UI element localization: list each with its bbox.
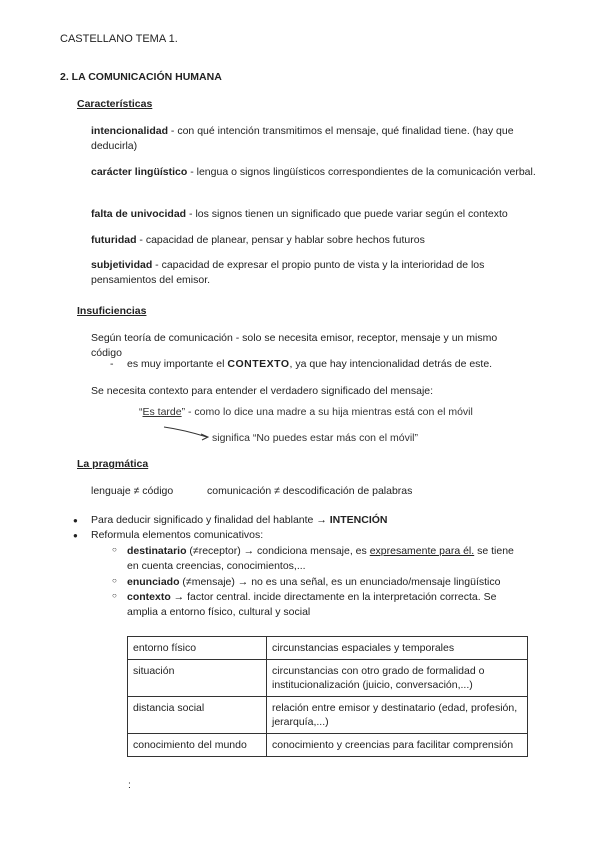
heading-caracteristicas: Características bbox=[77, 98, 153, 110]
bullet-intencion bbox=[91, 514, 387, 526]
item-intencionalidad bbox=[91, 124, 551, 154]
item-caracter-linguistico bbox=[91, 165, 551, 180]
equation-lenguaje: lenguaje ≠ código bbox=[91, 485, 174, 497]
heading-insuficiencias: Insuficiencias bbox=[77, 305, 147, 317]
description: - lengua o signos lingüísticos correspondientes de la comunicación verbal. bbox=[187, 166, 536, 178]
item-futuridad bbox=[91, 233, 551, 248]
insuficiencias-paragraph: Según teoría de comunicación - solo se necesita emisor, receptor, mensaje y un mismo código bbox=[91, 332, 498, 359]
bullet-icon: ● bbox=[73, 531, 78, 540]
term: carácter lingüístico bbox=[91, 166, 188, 178]
handwritten-meaning: significa “No puedes estar más con el móvil” bbox=[212, 432, 419, 444]
dash-item-contexto bbox=[127, 358, 492, 370]
quote-underlined: Es tarde bbox=[142, 406, 182, 418]
description: - capacidad de expresar el propio punto de vista y la interioridad de los pensamientos del emisor. bbox=[91, 259, 485, 286]
circle-bullet-icon: ○ bbox=[112, 545, 117, 554]
term: contexto bbox=[127, 591, 171, 603]
intencion-bold: INTENCIÓN bbox=[329, 514, 388, 526]
term: falta de univocidad bbox=[91, 208, 187, 220]
table-cell-label: situación bbox=[128, 660, 267, 697]
underlined-text: expresamente para él. bbox=[369, 545, 475, 557]
contexto-bold: CONTEXTO bbox=[227, 358, 290, 370]
text: → factor central. incide directamente en la interpretación correcta. Se amplia a entorno físico, cultural y social bbox=[127, 591, 497, 618]
table-row bbox=[128, 637, 528, 660]
section-title: 2. LA COMUNICACIÓN HUMANA bbox=[60, 71, 222, 83]
term: subjetividad bbox=[91, 259, 153, 271]
sub-destinatario bbox=[127, 544, 527, 574]
term: futuridad bbox=[91, 234, 137, 246]
text: (≠receptor) → condiciona mensaje, es bbox=[186, 545, 370, 557]
table-cell-value: circunstancias con otro grado de formalidad o institucionalización (juicio, conversación,...) bbox=[267, 660, 528, 697]
sub-contexto bbox=[127, 590, 527, 620]
arrow-icon bbox=[163, 424, 213, 444]
item-falta-univocidad bbox=[91, 207, 551, 222]
description: - los signos tienen un significado que puede variar según el contexto bbox=[186, 208, 508, 220]
table-cell-label: entorno físico bbox=[128, 637, 267, 660]
bullet-reformula: Reformula elementos comunicativos: bbox=[91, 529, 264, 541]
item-subjetividad bbox=[91, 258, 551, 288]
table-cell-value: circunstancias espaciales y temporales bbox=[267, 637, 528, 660]
circle-bullet-icon: ○ bbox=[112, 576, 117, 585]
footer-mark: : bbox=[128, 779, 131, 791]
bullet-icon: ● bbox=[73, 516, 78, 525]
quote-open: “ bbox=[139, 406, 143, 418]
term: destinatario bbox=[127, 545, 187, 557]
document-title: CASTELLANO TEMA 1. bbox=[60, 33, 178, 45]
text: se tiene en cuenta creencias, conocimientos,... bbox=[127, 545, 514, 572]
dash-mark: - bbox=[110, 358, 114, 370]
description: - capacidad de planear, pensar y hablar sobre hechos futuros bbox=[136, 234, 425, 246]
circle-bullet-icon: ○ bbox=[112, 591, 117, 600]
table-cell-label: conocimiento del mundo bbox=[128, 734, 267, 757]
text: , ya que hay intencionalidad detrás de este. bbox=[289, 358, 493, 370]
table-row bbox=[128, 697, 528, 734]
heading-pragmatica: La pragmática bbox=[77, 458, 149, 470]
term: enunciado bbox=[127, 576, 180, 588]
quote-rest: ” - como lo dice una madre a su hija mientras está con el móvil bbox=[181, 406, 473, 418]
text: (≠mensaje) → no es una señal, es un enunciado/mensaje lingüístico bbox=[179, 576, 501, 588]
handwritten-quote bbox=[139, 406, 473, 418]
table-cell-value: conocimiento y creencias para facilitar comprensión bbox=[267, 734, 528, 757]
text: es muy importante el bbox=[127, 358, 228, 370]
text: Para deducir significado y finalidad del hablante → bbox=[91, 514, 330, 526]
table-row bbox=[128, 660, 528, 697]
description: - con qué intención transmitimos el mensaje, qué finalidad tiene. (hay que deducirla) bbox=[91, 125, 514, 152]
table-cell-label: distancia social bbox=[128, 697, 267, 734]
contexto-paragraph: Se necesita contexto para entender el verdadero significado del mensaje: bbox=[91, 385, 434, 397]
context-table bbox=[127, 636, 528, 757]
term: intencionalidad bbox=[91, 125, 169, 137]
table-cell-value: relación entre emisor y destinatario (edad, profesión, jerarquía,...) bbox=[267, 697, 528, 734]
equation-comunicacion: comunicación ≠ descodificación de palabras bbox=[207, 485, 413, 497]
table-row bbox=[128, 734, 528, 757]
sub-enunciado bbox=[127, 575, 537, 590]
